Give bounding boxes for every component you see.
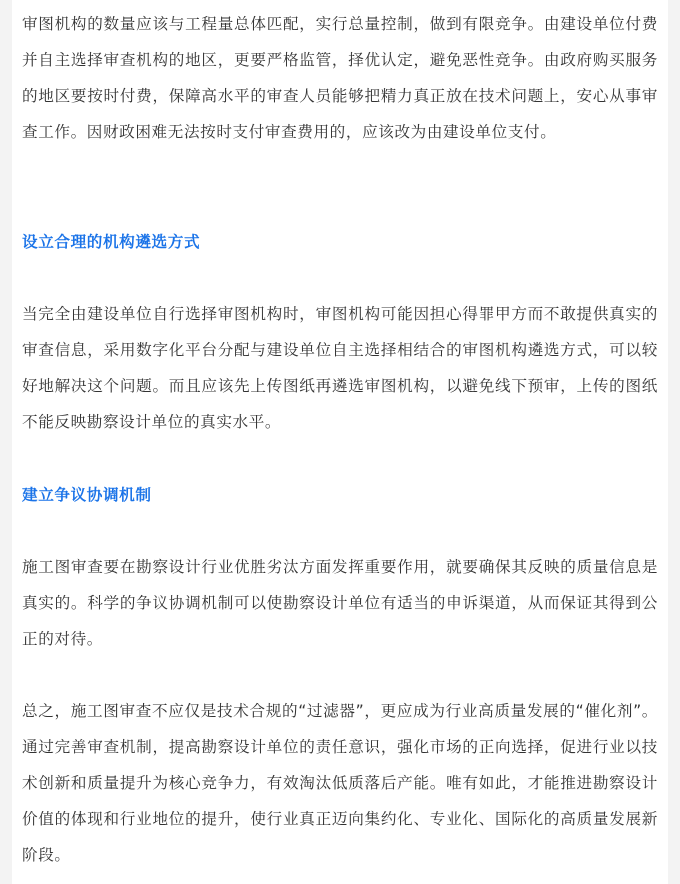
article-paragraph: 施工图审查要在勘察设计行业优胜劣汰方面发挥重要作用，就要确保其反映的质量信息是真实的。科学的争议协调机制可以使勘察设计单位有适当的申诉渠道，从而保证其得到公正的对待。 [22,558,658,648]
article-paragraph: 审图机构的数量应该与工程量总体匹配，实行总量控制，做到有限竞争。由建设单位付费并自主选择审查机构的地区，更要严格监管，择优认定，避免恶性竞争。由政府购买服务的地区要按时付费，保障高水平的审查人员能够把精力真正放在技术问题上，安心从事审查工作。因财政困难无法按时支付审查费用的，应该改为由建设单位支付。 [22,15,658,141]
article-page [12,0,668,884]
section-heading-selection-method: 设立合理的机构遴选方式 [22,233,201,251]
article-paragraph: 当完全由建设单位自行选择审图机构时，审图机构可能因担心得罪甲方而不敢提供真实的审查信息，采用数字化平台分配与建设单位自主选择相结合的审图机构遴选方式，可以较好地解决这个问题。而且应该先上传图纸再遴选审图机构，以避免线下预审，上传的图纸不能反映勘察设计单位的真实水平。 [22,305,658,431]
article-paragraph-conclusion: 总之，施工图审查不应仅是技术合规的“过滤器”，更应成为行业高质量发展的“催化剂”。通过完善审查机制，提高勘察设计单位的责任意识，强化市场的正向选择，促进行业以技术创新和质量提升为核心竞争力，有效淘汰低质落后产能。唯有如此，才能推进勘察设计价值的体现和行业地位的提升，使行业真正迈向集约化、专业化、国际化的高质量发展新阶段。 [22,702,658,864]
section-heading-dispute-mechanism: 建立争议协调机制 [22,486,152,504]
